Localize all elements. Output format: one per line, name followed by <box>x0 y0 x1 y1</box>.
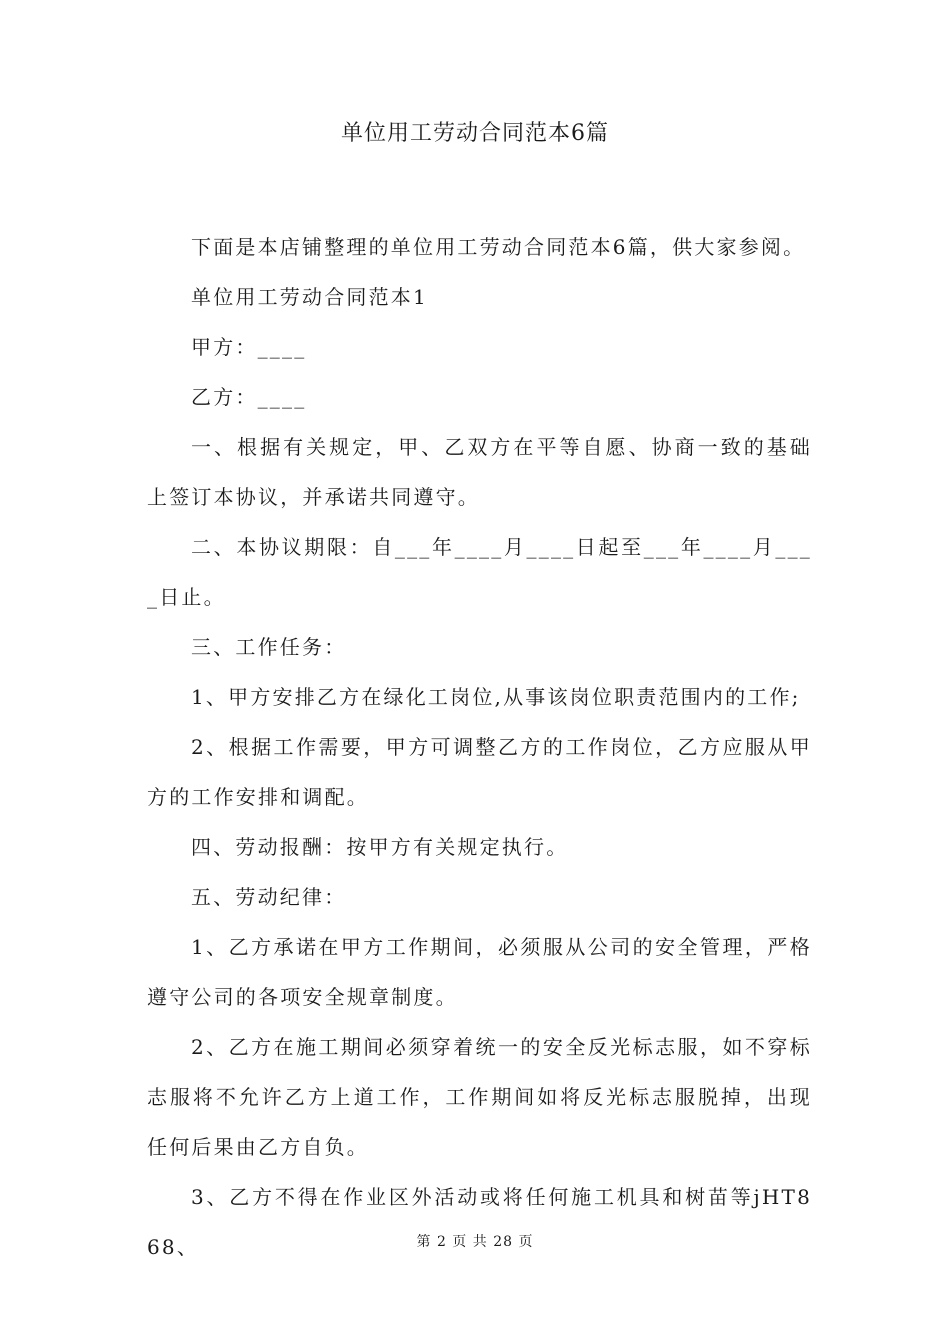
section-heading: 单位用工劳动合同范本1 <box>191 285 428 309</box>
clause-paragraph: 1、甲方安排乙方在绿化工岗位,从事该岗位职责范围内的工作; <box>191 685 801 709</box>
document-title: 单位用工劳动合同范本6篇 <box>341 121 609 146</box>
clause-paragraph: 3、乙方不得在作业区外活动或将任何施工机具和树苗等jHT868、 <box>147 1185 812 1259</box>
clause-paragraph: 二、本协议期限：自___年____月____日起至___年____月____日止。 <box>147 535 812 609</box>
party-b-line: 乙方：____ <box>191 385 307 409</box>
clause-paragraph: 四、劳动报酬：按甲方有关规定执行。 <box>191 835 569 859</box>
intro-paragraph: 下面是本店铺整理的单位用工劳动合同范本6篇，供大家参阅。 <box>191 235 806 259</box>
document-body <box>147 222 812 1272</box>
clause-paragraph: 一、根据有关规定，甲、乙双方在平等自愿、协商一致的基础上签订本协议，并承诺共同遵守。 <box>147 435 812 509</box>
clause-paragraph: 2、乙方在施工期间必须穿着统一的安全反光标志服，如不穿标志服将不允许乙方上道工作，工作期间如将反光标志服脱掉，出现任何后果由乙方自负。 <box>147 1035 812 1159</box>
clause-paragraph: 1、乙方承诺在甲方工作期间，必须服从公司的安全管理，严格遵守公司的各项安全规章制度。 <box>147 935 812 1009</box>
clause-paragraph: 2、根据工作需要，甲方可调整乙方的工作岗位，乙方应服从甲方的工作安排和调配。 <box>147 735 812 809</box>
page-footer: 第 2 页 共 28 页 <box>416 1234 534 1250</box>
clause-paragraph: 三、工作任务： <box>191 635 347 659</box>
party-a-line: 甲方：____ <box>191 335 307 359</box>
clause-paragraph: 五、劳动纪律： <box>191 885 347 909</box>
